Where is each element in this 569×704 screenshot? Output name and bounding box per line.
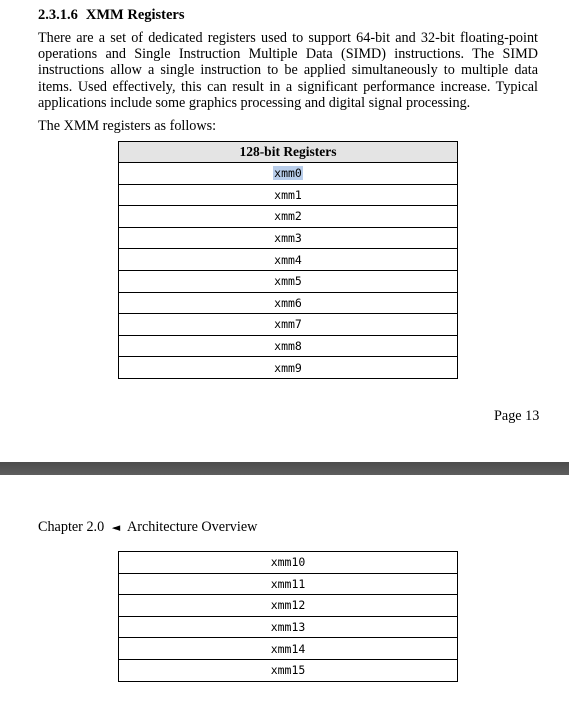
chapter-title: Architecture Overview bbox=[126, 519, 258, 535]
register-cell: xmm5 bbox=[119, 270, 458, 292]
table-row bbox=[119, 163, 458, 185]
body-paragraph: There are a set of dedicated registers used to support 64-bit and 32-bit floating-point operations and Single Instruction Multiple Data (SIMD) instructions. The SIMD instructions allow a single instruction to be applied simultaneously to multiple data items. Used effectively, this can result in a significant performance increase. Typical applications include some graphics processing and digital signal processing. bbox=[38, 30, 538, 111]
table-row bbox=[119, 659, 458, 681]
table-row bbox=[119, 206, 458, 228]
registers-table-page1 bbox=[118, 141, 458, 379]
table-row bbox=[119, 573, 458, 595]
register-cell: xmm7 bbox=[119, 314, 458, 336]
table-row bbox=[119, 335, 458, 357]
table-row bbox=[119, 616, 458, 638]
section-title: XMM Registers bbox=[85, 7, 185, 23]
table-row bbox=[119, 292, 458, 314]
register-cell: xmm4 bbox=[119, 249, 458, 271]
register-cell: xmm11 bbox=[119, 573, 458, 595]
page-separator bbox=[0, 462, 569, 475]
register-cell: xmm12 bbox=[119, 595, 458, 617]
table-row bbox=[119, 184, 458, 206]
section-number: 2.3.1.6 bbox=[38, 7, 78, 23]
table-header: 128-bit Registers bbox=[119, 142, 458, 163]
table-row bbox=[119, 357, 458, 379]
register-cell: xmm14 bbox=[119, 638, 458, 660]
table-row bbox=[119, 227, 458, 249]
register-cell: xmm2 bbox=[119, 206, 458, 228]
register-cell: xmm6 bbox=[119, 292, 458, 314]
register-cell: xmm15 bbox=[119, 659, 458, 681]
intro-text: The XMM registers as follows: bbox=[38, 118, 217, 134]
table-row bbox=[119, 552, 458, 574]
left-arrow-icon: ◄ bbox=[111, 521, 121, 534]
register-cell: xmm8 bbox=[119, 335, 458, 357]
table-header-row bbox=[119, 142, 458, 163]
table-row bbox=[119, 638, 458, 660]
selected-register[interactable]: xmm0 bbox=[274, 166, 302, 181]
section-heading bbox=[38, 7, 185, 24]
chapter-number: Chapter 2.0 bbox=[38, 519, 105, 535]
register-cell: xmm1 bbox=[119, 184, 458, 206]
table-row bbox=[119, 249, 458, 271]
table-row bbox=[119, 270, 458, 292]
page-number: Page 13 bbox=[494, 408, 540, 424]
register-cell: xmm13 bbox=[119, 616, 458, 638]
register-cell: xmm10 bbox=[119, 552, 458, 574]
table-row bbox=[119, 314, 458, 336]
register-cell: xmm3 bbox=[119, 227, 458, 249]
registers-table-page2 bbox=[118, 551, 458, 682]
table-row bbox=[119, 595, 458, 617]
register-cell[interactable] bbox=[119, 163, 458, 185]
running-header bbox=[38, 519, 257, 536]
register-cell: xmm9 bbox=[119, 357, 458, 379]
